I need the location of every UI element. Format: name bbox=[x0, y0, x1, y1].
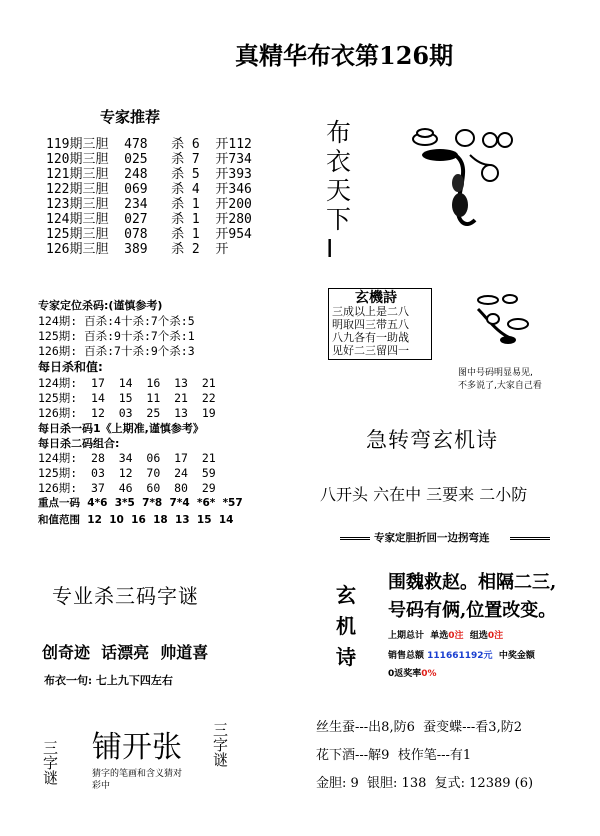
sales-value: 111661192元 bbox=[427, 651, 493, 661]
riddle-big-word: 铺开张 bbox=[92, 730, 182, 765]
turn-divider-text: 专家定胆折回一边拐弯连 bbox=[374, 532, 490, 544]
expert-row: 124期三胆 027 杀 1 开280 bbox=[46, 212, 252, 227]
kill-heading: 专家定位杀码:(谨慎参考) bbox=[38, 299, 163, 312]
xuanji-line-1: 围魏救赵。相隔二三, bbox=[388, 572, 557, 593]
prize-label: 中奖金额 bbox=[498, 651, 535, 661]
expert-row: 119期三胆 478 杀 6 开112 bbox=[46, 137, 252, 152]
expert-heading: 专家推荐 bbox=[100, 108, 161, 126]
kill-row: 124期: 百杀:4十杀:7个杀:5 bbox=[38, 314, 195, 328]
divider-right bbox=[510, 537, 550, 540]
stat-label: 上期总计 单选 bbox=[388, 631, 449, 641]
poem-note-1: 图中号码明显易见, bbox=[458, 368, 533, 378]
xuanji-vertical: 玄机诗 bbox=[336, 583, 356, 669]
expert-row: 126期三胆 389 杀 2 开 bbox=[46, 242, 229, 257]
buyi-vertical: 布衣天下I bbox=[326, 118, 352, 263]
stat-single: 0注 bbox=[448, 631, 464, 641]
expert-row: 122期三胆 069 杀 4 开346 bbox=[46, 182, 252, 197]
two-code-row: 124期: 28 34 06 17 21 bbox=[38, 451, 216, 465]
sum-row: 126期: 12 03 25 13 19 bbox=[38, 406, 216, 420]
xuanji-stats bbox=[388, 628, 503, 641]
two-code-heading: 每日杀二码组合: bbox=[38, 437, 120, 450]
sum-range-row: 和值范围 12 10 16 18 13 15 14 bbox=[38, 514, 234, 526]
riddle-heading: 专业杀三码字谜 bbox=[52, 584, 199, 608]
stat-group-label: 组选 bbox=[469, 631, 488, 641]
expert-row: 121期三胆 248 杀 5 开393 bbox=[46, 167, 252, 182]
xuanji-line-2: 号码有俩,位置改变。 bbox=[388, 600, 557, 621]
turn-heading: 急转弯玄机诗 bbox=[366, 428, 498, 452]
riddle-line: 布衣一句: 七上九下四左右 bbox=[44, 674, 173, 687]
xuanji-return bbox=[388, 666, 437, 679]
expert-row: 123期三胆 234 杀 1 开200 bbox=[46, 197, 252, 212]
page-title: 真精华布衣第126期 bbox=[235, 41, 454, 70]
xuanji-sales bbox=[388, 648, 535, 661]
expert-list bbox=[46, 138, 252, 258]
riddle-hint: 猜字的笔画和含义猜对彩中 bbox=[92, 769, 183, 791]
turn-line: 八开头 六在中 三要来 二小防 bbox=[320, 485, 528, 504]
sum-heading: 每日杀和值: bbox=[38, 360, 103, 374]
expert-row: 120期三胆 025 杀 7 开734 bbox=[46, 152, 252, 167]
two-code-row: 126期: 37 46 60 80 29 bbox=[38, 481, 216, 495]
poem-line: 三成以上是二八 bbox=[332, 305, 409, 318]
fish-chain-icon bbox=[468, 294, 558, 352]
one-code-heading: 每日杀一码1《上期准,谨慎参考》 bbox=[38, 422, 204, 435]
coin-stack-icon bbox=[400, 125, 525, 235]
poem-heading: 玄機詩 bbox=[355, 290, 397, 306]
poem-lines bbox=[332, 305, 409, 357]
riddle-side-right: 三字谜 bbox=[211, 722, 229, 767]
riddle-slogan: 创奇迹 话漂亮 帅道喜 bbox=[42, 643, 209, 662]
sum-row: 125期: 14 15 11 21 22 bbox=[38, 391, 216, 405]
poem-line: 见好二三留四一 bbox=[332, 344, 409, 357]
two-code-row: 125期: 03 12 70 24 59 bbox=[38, 466, 216, 480]
kill-row: 125期: 百杀:9十杀:7个杀:1 bbox=[38, 329, 195, 343]
sum-row: 124期: 17 14 16 13 21 bbox=[38, 376, 216, 390]
poem-box bbox=[328, 288, 432, 360]
poem-line: 明取四三带五八 bbox=[332, 318, 409, 331]
bottom-row-3: 金胆: 9 银胆: 138 复式: 12389 (6) bbox=[316, 776, 534, 791]
return-rate: 0% bbox=[421, 669, 437, 679]
return-value: 0返奖率 bbox=[388, 669, 422, 679]
poem-line: 八九各有一助战 bbox=[332, 331, 409, 344]
kill-section bbox=[38, 300, 243, 530]
poem-note-2: 不多说了,大家自己看 bbox=[458, 381, 542, 391]
expert-row: 125期三胆 078 杀 1 开954 bbox=[46, 227, 252, 242]
divider-left bbox=[340, 537, 370, 540]
focus-row: 重点一码 4*6 3*5 7*8 7*4 *6* *57 bbox=[38, 497, 243, 509]
kill-row: 126期: 百杀:7十杀:9个杀:3 bbox=[38, 344, 195, 358]
stat-group: 0注 bbox=[487, 631, 504, 641]
sales-label: 销售总额 bbox=[388, 651, 425, 661]
bottom-row-1: 丝生蚕---出8,防6 蚕变蝶---看3,防2 bbox=[316, 720, 522, 735]
riddle-side-left: 三字谜 bbox=[41, 740, 59, 785]
bottom-row-2: 花下酒---解9 枝作笔---有1 bbox=[316, 748, 472, 763]
